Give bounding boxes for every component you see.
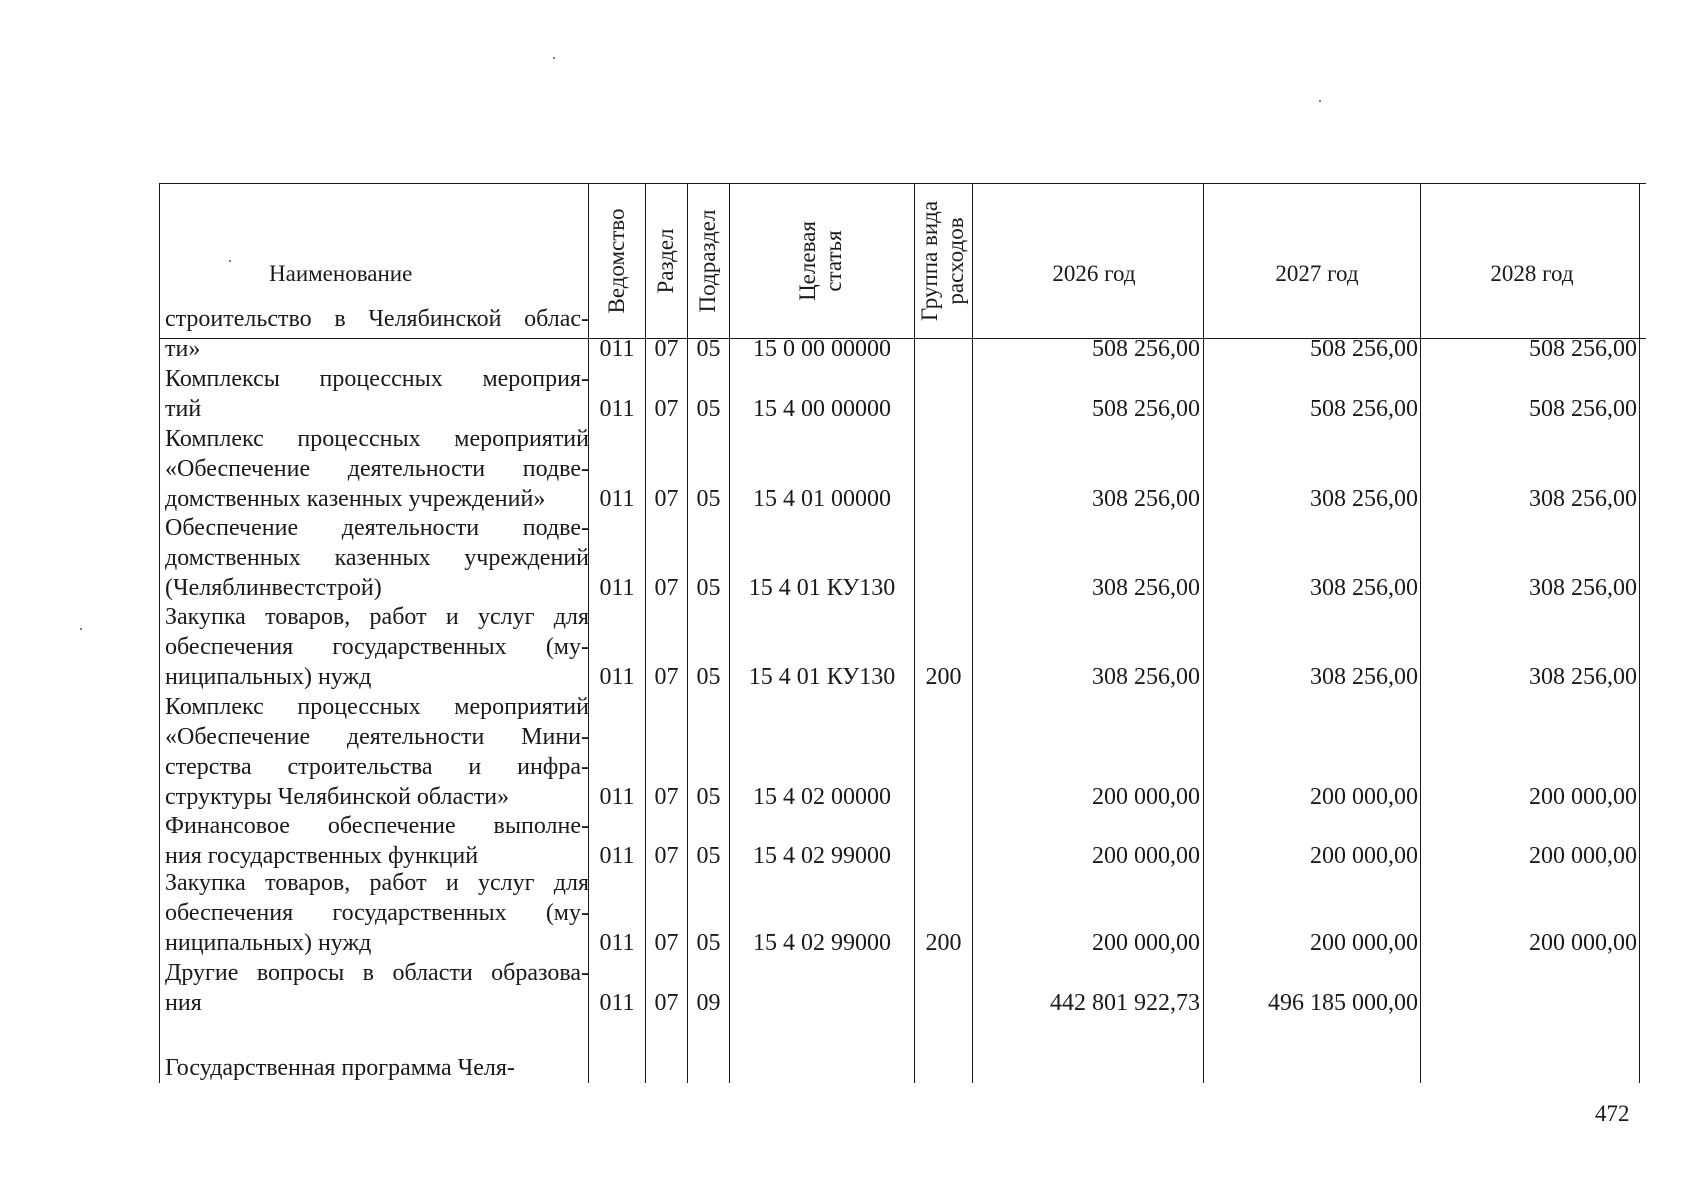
header-exptype-line2: расходов (943, 217, 968, 305)
header-target (795, 221, 847, 301)
row-name-line: ти» (165, 336, 201, 362)
table-top-border (159, 183, 1646, 184)
row-name-line: «Обеспечение деятельности Мини- (165, 724, 589, 750)
cell-y2028: 200 000,00 (1529, 784, 1637, 810)
cell-target: 15 4 02 99000 (753, 930, 891, 956)
scan-speck (80, 628, 82, 630)
header-name: Наименование (269, 261, 413, 286)
cell-y2026: 508 256,00 (1092, 396, 1200, 422)
cell-exptype: 200 (925, 664, 962, 690)
cell-y2027: 508 256,00 (1310, 336, 1418, 362)
cell-subsection: 05 (696, 843, 721, 869)
cell-subsection: 05 (696, 784, 721, 810)
cell-y2027: 200 000,00 (1310, 784, 1418, 810)
budget-table (159, 183, 1646, 1083)
cell-y2028: 308 256,00 (1529, 575, 1637, 601)
row-name-line: строительство в Челябинской облас- (165, 306, 589, 332)
row-name-line: Комплекс процессных мероприятий (165, 426, 589, 452)
cell-subsection: 05 (696, 396, 721, 422)
cell-y2028: 308 256,00 (1529, 664, 1637, 690)
cell-subsection: 05 (696, 664, 721, 690)
cell-y2028: 200 000,00 (1529, 843, 1637, 869)
cell-target: 15 4 01 КУ130 (748, 664, 896, 690)
cell-y2026: 308 256,00 (1092, 486, 1200, 512)
row-name-line: Закупка товаров, работ и услуг для (165, 870, 589, 896)
cell-dept: 011 (599, 664, 635, 690)
cell-section: 07 (654, 990, 679, 1016)
cell-dept: 011 (599, 843, 635, 869)
row-name-line: Государственная программа Челя- (165, 1055, 515, 1081)
row-name-line: обеспечения государственных (му- (165, 634, 589, 660)
row-name-line: ния (165, 990, 202, 1016)
cell-subsection: 05 (696, 336, 721, 362)
scan-speck (229, 260, 231, 262)
cell-dept: 011 (599, 396, 635, 422)
cell-target: 15 4 02 00000 (753, 784, 891, 810)
cell-y2027: 200 000,00 (1310, 930, 1418, 956)
cell-dept: 011 (599, 336, 635, 362)
cell-y2026: 442 801 922,73 (1050, 990, 1200, 1016)
cell-subsection: 05 (696, 930, 721, 956)
cell-y2026: 308 256,00 (1092, 575, 1200, 601)
cell-y2028: 308 256,00 (1529, 486, 1637, 512)
row-name-line: Финансовое обеспечение выполне- (165, 813, 589, 839)
cell-subsection: 09 (696, 990, 721, 1016)
header-2026: 2026 год (1052, 261, 1136, 286)
row-name-line: ниципальных) нужд (165, 930, 372, 956)
row-name-line: обеспечения государственных (му- (165, 900, 589, 926)
cell-section: 07 (654, 336, 679, 362)
row-name-line: Комплексы процессных мероприя- (165, 366, 589, 392)
page-number: 472 (1595, 1101, 1630, 1126)
header-exptype-line1: Группа вида (917, 200, 942, 322)
header-section: Раздел (653, 228, 678, 294)
cell-target: 15 4 01 00000 (753, 486, 891, 512)
cell-dept: 011 (599, 990, 635, 1016)
cell-section: 07 (654, 575, 679, 601)
row-name-line: Комплекс процессных мероприятий (165, 694, 589, 720)
table-left-border (159, 183, 160, 1083)
row-name-line: «Обеспечение деятельности подве- (165, 456, 589, 482)
cell-y2028: 200 000,00 (1529, 930, 1637, 956)
cell-y2027: 496 185 000,00 (1268, 990, 1418, 1016)
cell-y2027: 308 256,00 (1310, 575, 1418, 601)
row-name-line: тий (165, 396, 202, 422)
header-exptype (917, 201, 969, 321)
cell-y2027: 200 000,00 (1310, 843, 1418, 869)
cell-dept: 011 (599, 784, 635, 810)
header-2027: 2027 год (1275, 261, 1359, 286)
table-right-border (1639, 183, 1640, 1083)
row-name-line: (Челяблинвестстрой) (165, 575, 382, 601)
cell-y2026: 200 000,00 (1092, 843, 1200, 869)
row-name-line: стерства строительства и инфра- (165, 754, 589, 780)
cell-dept: 011 (599, 930, 635, 956)
cell-section: 07 (654, 843, 679, 869)
cell-section: 07 (654, 784, 679, 810)
cell-subsection: 05 (696, 486, 721, 512)
scan-speck (1319, 100, 1321, 102)
cell-dept: 011 (599, 486, 635, 512)
cell-section: 07 (654, 664, 679, 690)
cell-dept: 011 (599, 575, 635, 601)
scan-speck (553, 57, 555, 59)
cell-y2026: 200 000,00 (1092, 930, 1200, 956)
header-target-line2: статья (821, 230, 846, 292)
cell-y2026: 308 256,00 (1092, 664, 1200, 690)
row-name-line: структуры Челябинской области» (165, 784, 510, 810)
header-target-line1: Целевая (795, 221, 820, 301)
cell-exptype: 200 (925, 930, 962, 956)
cell-target: 15 0 00 00000 (753, 336, 891, 362)
cell-section: 07 (654, 486, 679, 512)
cell-section: 07 (654, 930, 679, 956)
row-name-line: Закупка товаров, работ и услуг для (165, 604, 589, 630)
row-name-line: Обеспечение деятельности подве- (165, 515, 589, 541)
header-subsection: Подраздел (695, 209, 720, 313)
row-name-line: домственных казенных учреждений» (165, 486, 546, 512)
cell-y2026: 200 000,00 (1092, 784, 1200, 810)
cell-target: 15 4 00 00000 (753, 396, 891, 422)
row-name-line: ния государственных функций (165, 843, 479, 869)
cell-y2027: 308 256,00 (1310, 486, 1418, 512)
cell-section: 07 (654, 396, 679, 422)
cell-y2028: 508 256,00 (1529, 336, 1637, 362)
cell-subsection: 05 (696, 575, 721, 601)
cell-y2026: 508 256,00 (1092, 336, 1200, 362)
cell-target: 15 4 01 КУ130 (748, 575, 896, 601)
cell-y2028: 508 256,00 (1529, 396, 1637, 422)
cell-y2027: 308 256,00 (1310, 664, 1418, 690)
row-name-line: ниципальных) нужд (165, 664, 372, 690)
header-2028: 2028 год (1490, 261, 1574, 286)
row-name-line: домственных казенных учреждений (165, 545, 589, 571)
cell-y2027: 508 256,00 (1310, 396, 1418, 422)
header-dept: Ведомство (604, 208, 629, 314)
cell-target: 15 4 02 99000 (753, 843, 891, 869)
row-name-line: Другие вопросы в области образова- (165, 960, 589, 986)
